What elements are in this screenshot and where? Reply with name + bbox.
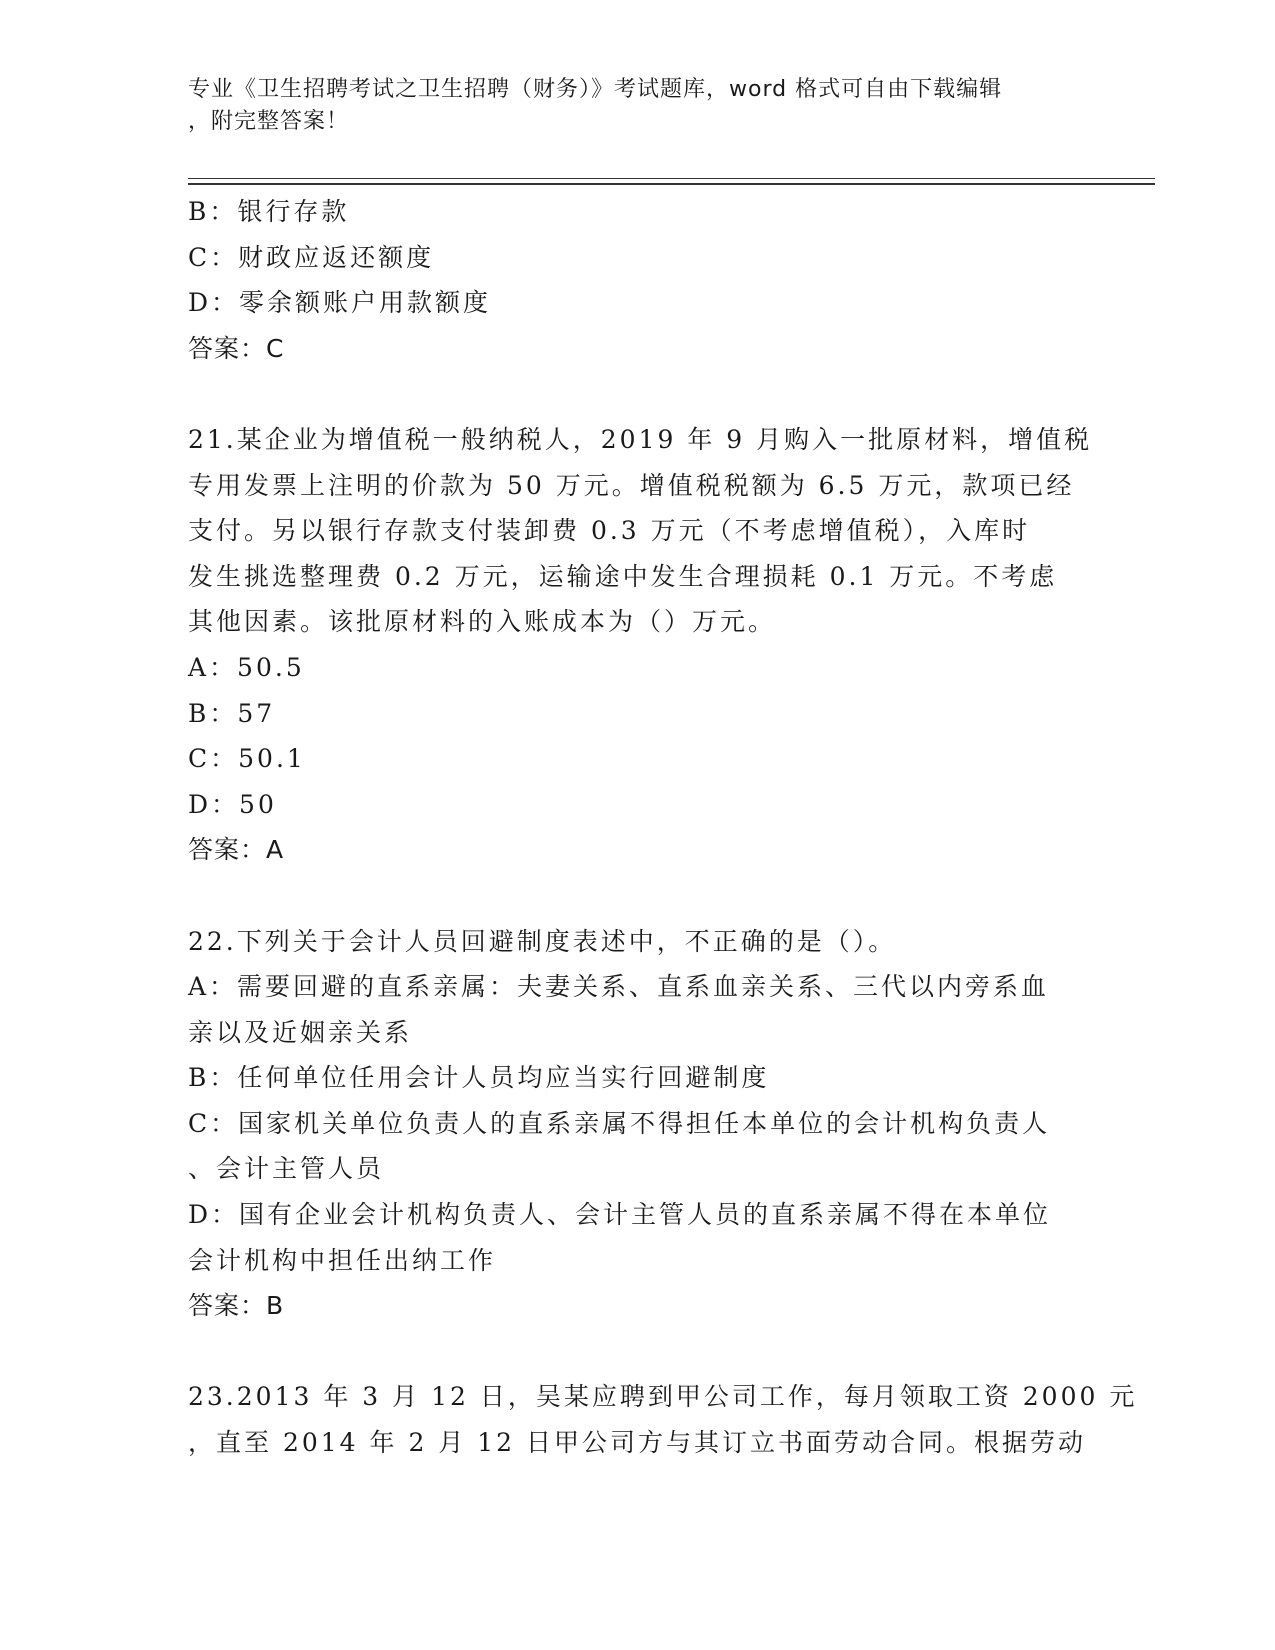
question-stem-line: 其他因素。该批原材料的入账成本为（）万元。 (188, 607, 777, 637)
question-21 (188, 417, 1093, 873)
option-a: A：需要回避的直系亲属：夫妻关系、直系血亲关系、三代以内旁系血 (188, 972, 1050, 1002)
spacer (188, 371, 1088, 417)
option-c: C：国家机关单位负责人的直系亲属不得担任本单位的会计机构负责人 (188, 1108, 1051, 1138)
spacer (188, 1329, 1088, 1375)
header-line-2: ，附完整答案！ (188, 109, 350, 134)
document-header (188, 74, 1078, 138)
option-b: B：银行存款 (188, 197, 350, 226)
option-d: D：50 (188, 789, 277, 819)
answer: 答案：C (188, 333, 285, 363)
option-a: A：50.5 (188, 652, 305, 682)
answer: 答案：B (188, 1291, 285, 1321)
option-b: B：任何单位任用会计人员均应当实行回避制度 (188, 1063, 770, 1093)
option-d: D：零余额账户用款额度 (188, 288, 492, 318)
question-stem-line: 专用发票上注明的价款为 50 万元。增值税税额为 6.5 万元，款项已经 (188, 470, 1075, 500)
question-stem-line: 发生挑选整理费 0.2 万元，运输途中发生合理损耗 0.1 万元。不考虑 (188, 561, 1058, 591)
spacer (188, 873, 1088, 919)
option-d: D：国有企业会计机构负责人、会计主管人员的直系亲属不得在本单位 (188, 1200, 1052, 1230)
question-23 (188, 1374, 1138, 1465)
question-stem-line: ，直至 2014 年 2 月 12 日甲公司方与其订立书面劳动合同。根据劳动 (188, 1428, 1087, 1458)
option-b: B：57 (188, 698, 276, 728)
document-body (188, 189, 1138, 1466)
option-d-continued: 会计机构中担任出纳工作 (188, 1245, 497, 1275)
option-a-continued: 亲以及近姻亲关系 (188, 1017, 413, 1047)
option-c: C：50.1 (188, 744, 306, 774)
question-20-continuation (188, 189, 1088, 371)
question-stem-line: 21.某企业为增值税一般纳税人，2019 年 9 月购入一批原材料，增值税 (188, 424, 1093, 454)
question-stem-line: 支付。另以银行存款支付装卸费 0.3 万元（不考虑增值税），入库时 (188, 516, 1031, 546)
header-divider-thin (188, 178, 1155, 179)
header-divider-thick (188, 183, 1155, 185)
question-stem-line: 23.2013 年 3 月 12 日，吴某应聘到甲公司工作，每月领取工资 2000 元 (188, 1382, 1138, 1412)
question-stem-line: 22.下列关于会计人员回避制度表述中，不正确的是（）。 (188, 926, 897, 956)
question-22 (188, 919, 1088, 1329)
answer: 答案：A (188, 835, 285, 865)
header-line-1: 专业《卫生招聘考试之卫生招聘（财务）》考试题库，word 格式可自由下载编辑 (188, 77, 1003, 102)
option-c-continued: 、会计主管人员 (188, 1154, 385, 1184)
option-c: C：财政应返还额度 (188, 242, 435, 272)
